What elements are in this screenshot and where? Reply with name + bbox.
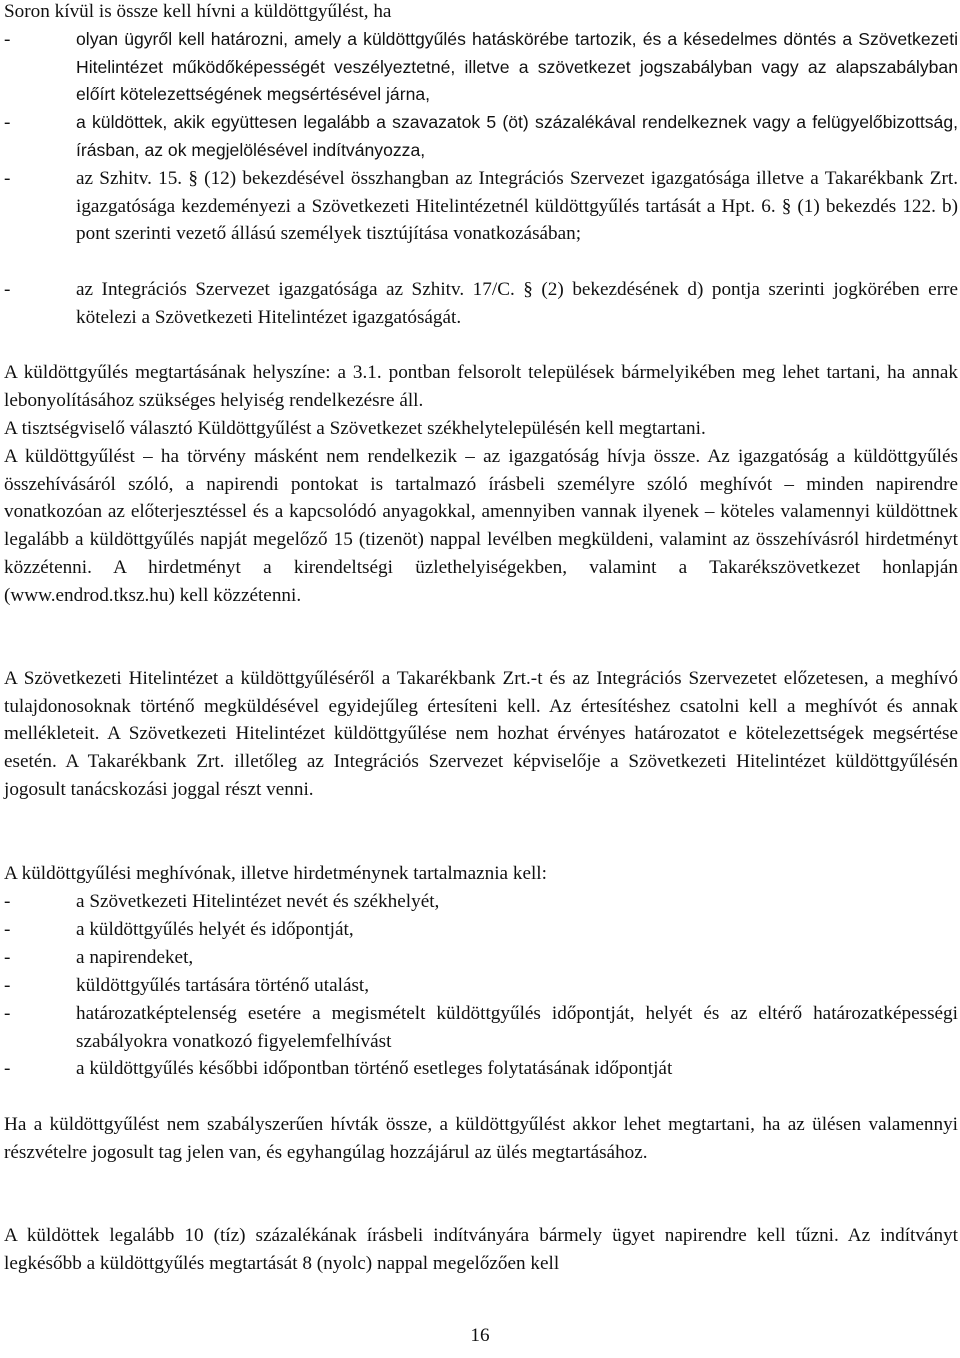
dash-marker: - (4, 1003, 11, 1024)
condition-item (4, 26, 958, 109)
contents-text: a Szövetkezeti Hitelintézet nevét és székhelyét, (76, 891, 440, 912)
condition-item (4, 109, 958, 164)
condition-text: az Integrációs Szervezet igazgatósága az Szhitv. 17/C. § (2) bekezdésének d) pontja szerinti jogkörében erre kötelezi a Szövetkezeti Hitelintézet igazgatóságát. (76, 279, 958, 328)
dash-marker: - (4, 947, 11, 968)
contents-text: a napirendeket, (76, 947, 194, 968)
contents-item (4, 944, 958, 972)
contents-item (4, 916, 958, 944)
dash-marker: - (4, 168, 11, 189)
dash-marker: - (4, 112, 11, 133)
condition-text: olyan ügyről kell határozni, amely a küldöttgyűlés hatáskörébe tartozik, és a késedelmes döntés a Szövetkezeti Hitelintézet működőképességét veszélyeztetné, illetve a szövetkezet jogszabályban vagy az alapszabályban előírt kötelezettségének megsértésével járna, (76, 29, 958, 105)
condition-text: a küldöttek, akik együttesen legalább a szavazatok 5 (öt) százalékával rendelkeznek vagy a felügyelőbizottság, írásban, az ok megjelölésével indítványozza, (76, 112, 958, 160)
contents-text: a küldöttgyűlés helyét és időpontját, (76, 919, 354, 940)
contents-item (4, 888, 958, 916)
page-number: 16 (470, 1325, 490, 1346)
electoral-paragraph: A tisztségviselő választó Küldöttgyűlést a Szövetkezet székhelytelepülésén kell megtartani. (4, 418, 706, 439)
convening-paragraph: A küldöttgyűlést – ha törvény másként nem rendelkezik – az igazgatóság hívja össze. Az igazgatóság a küldöttgyűlés összehívásáról szóló, a napirendi pontokat is tartalmazó írásbeli személyre szóló meghívót – minden napirendre vonatkozóan az előterjesztéssel és a kapcsolódó anyagokkal, amennyiben vannak ilyenek – köteles valamennyi küldöttnek legalább a küldöttgyűlés napját megelőző 15 (tizenöt) nappal levélben megküldeni, valamint az összehívásról hirdetményt közzétenni. A hirdetményt a kirendeltségi üzlethelyiségekben, valamint a Takarékszövetkezet honlapján (www.endrod.tksz.hu) kell közzétenni. (4, 446, 958, 606)
condition-text: az Szhitv. 15. § (12) bekezdésével összhangban az Integrációs Szervezet igazgatósága illetve a Takarékbank Zrt. igazgatósága kezdeményezi a Szövetkezeti Hitelintézetnél küldöttgyűlés tartását a Hpt. 6. § (1) bekezdés 122. b) pont szerinti vezető állású személyek tisztújítása vonatkozásában; (76, 168, 958, 245)
contents-item (4, 1055, 958, 1083)
contents-intro: A küldöttgyűlési meghívónak, illetve hirdetménynek tartalmaznia kell: (4, 863, 547, 884)
contents-item (4, 1000, 958, 1055)
location-paragraph: A küldöttgyűlés megtartásának helyszíne: a 3.1. pontban felsorolt települések bármelyikében meg lehet tartani, ha annak lebonyolításához szükséges helyiség rendelkezésre áll. (4, 362, 958, 411)
contents-text: küldöttgyűlés tartására történő utalást, (76, 975, 370, 996)
irregular-paragraph: Ha a küldöttgyűlést nem szabályszerűen hívták össze, a küldöttgyűlést akkor lehet megtartani, ha az ülésen valamennyi részvételre jogosult tag jelen van, és egyhangúlag hozzájárul az ülés megtartásához. (4, 1114, 958, 1163)
notice-paragraph: A Szövetkezeti Hitelintézet a küldöttgyűléséről a Takarékbank Zrt.-t és az Integrációs Szervezetet előzetesen, a meghívó tulajdonosoknak történő megküldésével egyidejűleg értesíteni kell. Az értesítéshez csatolni kell a meghívót és annak mellékleteit. A Szövetkezeti Hitelintézet küldöttgyűlése nem hozhat érvényes határozatot e kötelezettségek megsértése esetén. A Takarékbank Zrt. illetőleg az Integrációs Szervezet képviselője a Szövetkezeti Hitelintézet küldöttgyűlésén jogosult tanácskozási joggal részt venni. (4, 668, 958, 800)
condition-item (4, 276, 958, 331)
dash-marker: - (4, 975, 11, 996)
contents-text: a küldöttgyűlés későbbi időpontban történő esetleges folytatásának időpontját (76, 1058, 673, 1079)
intro-text: Soron kívül is össze kell hívni a küldöttgyűlést, ha (4, 1, 392, 22)
condition-item (4, 165, 958, 248)
dash-marker: - (4, 1058, 11, 1079)
contents-item (4, 972, 958, 1000)
dash-marker: - (4, 29, 11, 50)
motion-paragraph: A küldöttek legalább 10 (tíz) százalékának írásbeli indítványára bármely ügyet napirendre kell tűzni. Az indítványt legkésőbb a küldöttgyűlés megtartását 8 (nyolc) nappal megelőzően kell (4, 1225, 958, 1274)
dash-marker: - (4, 919, 11, 940)
contents-text: határozatképtelenség esetére a megismételt küldöttgyűlés időpontját, helyét és az eltérő határozatképességi szabályokra vonatkozó figyelemfelhívást (76, 1003, 958, 1052)
dash-marker: - (4, 279, 11, 300)
dash-marker: - (4, 891, 11, 912)
